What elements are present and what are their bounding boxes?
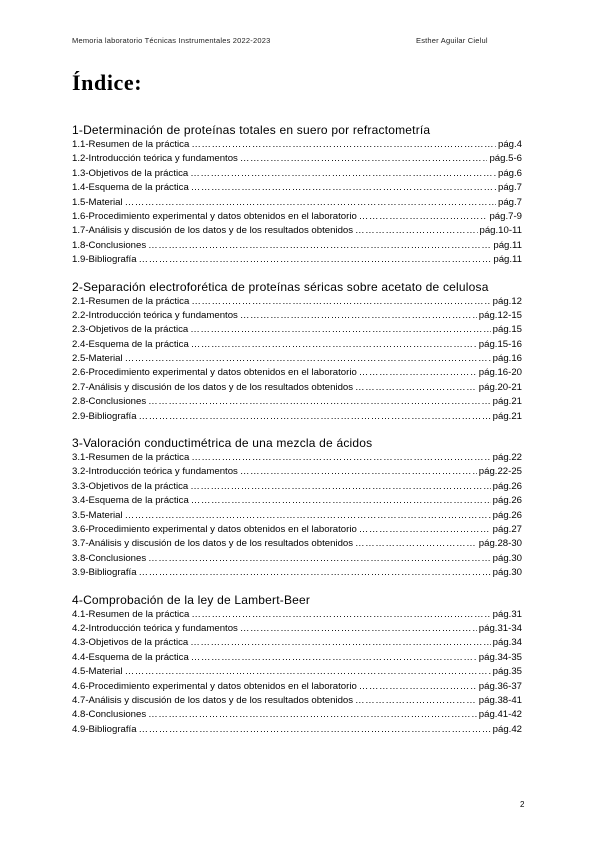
- dot-leader: [355, 694, 477, 708]
- toc-entry-label: 2.7-Análisis y discusión de los datos y de los resultados obtenidos: [72, 381, 354, 393]
- dot-leader: [148, 395, 491, 409]
- toc-entry: [72, 395, 522, 409]
- toc-entry-page: pág.36-37: [478, 680, 522, 692]
- dot-leader: [139, 723, 491, 737]
- dot-leader: [240, 622, 477, 636]
- toc-entry-label: 3.9-Bibliografía: [72, 567, 137, 579]
- toc-entry: [72, 665, 522, 679]
- toc-entry-page: pág.34: [492, 637, 522, 649]
- toc-entry-page: pág.7: [497, 182, 522, 194]
- toc-entry: [72, 608, 522, 622]
- toc-entry-label: 1.8-Conclusiones: [72, 239, 147, 251]
- toc-entry-label: 1.2-Introducción teórica y fundamentos: [72, 153, 238, 165]
- toc-entry-label: 2.5-Material: [72, 353, 123, 365]
- toc-entry: [72, 410, 522, 424]
- toc-entry-label: 2.1-Resumen de la práctica: [72, 295, 190, 307]
- dot-leader: [191, 451, 490, 465]
- section-title: 1-Determinación de proteínas totales en suero por refractometría: [72, 123, 431, 137]
- dot-leader: [355, 537, 477, 551]
- toc-entry-label: 4.7-Análisis y discusión de los datos y de los resultados obtenidos: [72, 694, 354, 706]
- table-of-contents: [72, 122, 522, 748]
- header-right: Esther Aguilar Cielul: [416, 36, 488, 45]
- toc-entry-label: 4.2-Introducción teórica y fundamentos: [72, 622, 238, 634]
- section-title: 3-Valoración conductimétrica de una mezcla de ácidos: [72, 436, 373, 451]
- toc-entry-page: pág.11: [493, 254, 522, 266]
- toc-entry-page: pág.10-11: [479, 225, 522, 237]
- dot-leader: [190, 323, 490, 337]
- dot-leader: [240, 152, 488, 166]
- dot-leader: [190, 480, 490, 494]
- dot-leader: [139, 253, 492, 267]
- toc-entry: [72, 210, 522, 224]
- toc-entry: [72, 239, 522, 253]
- toc-entry-label: 1.4-Esquema de la práctica: [72, 182, 189, 194]
- toc-entry-page: pág.15: [492, 324, 522, 336]
- toc-entry-label: 2.8-Conclusiones: [72, 396, 147, 408]
- toc-entry-page: pág.38-41: [478, 694, 522, 706]
- toc-entry: [72, 152, 522, 166]
- toc-entry-page: pág.6: [497, 167, 522, 179]
- toc-entry: [72, 480, 522, 494]
- toc-entry-label: 3.2-Introducción teórica y fundamentos: [72, 466, 238, 478]
- toc-entry-label: 3.6-Procedimiento experimental y datos obtenidos en el laboratorio: [72, 523, 357, 535]
- dot-leader: [359, 680, 477, 694]
- toc-entry: [72, 680, 522, 694]
- toc-entry-page: pág.21: [492, 396, 522, 408]
- toc-entry: [72, 181, 522, 195]
- toc-entry-label: 2.6-Procedimiento experimental y datos obtenidos en el laboratorio: [72, 367, 357, 379]
- toc-entry: [72, 196, 522, 210]
- dot-leader: [190, 636, 490, 650]
- toc-entry-label: 4.1-Resumen de la práctica: [72, 608, 190, 620]
- toc-entry-label: 4.8-Conclusiones: [72, 709, 147, 721]
- dot-leader: [191, 651, 477, 665]
- dot-leader: [191, 181, 496, 195]
- dot-leader: [240, 309, 477, 323]
- toc-entry-page: pág.5-6: [489, 153, 522, 165]
- toc-entry: [72, 465, 522, 479]
- dot-leader: [148, 708, 477, 722]
- toc-section: [72, 122, 522, 268]
- toc-entry: [72, 708, 522, 722]
- toc-entry: [72, 552, 522, 566]
- toc-entry-label: 1.3-Objetivos de la práctica: [72, 167, 189, 179]
- header-left: Memoria laboratorio Técnicas Instrumentales 2022-2023: [72, 36, 271, 45]
- toc-entry-page: pág.22-25: [478, 466, 522, 478]
- toc-entry: [72, 636, 522, 650]
- toc-entry: [72, 352, 522, 366]
- toc-entry: [72, 167, 522, 181]
- toc-entry-page: pág.11: [493, 239, 522, 251]
- toc-entry-label: 4.4-Esquema de la práctica: [72, 651, 189, 663]
- toc-entry-label: 1.5-Material: [72, 196, 123, 208]
- section-title: 2-Separación electroforética de proteínas séricas sobre acetato de celulosa: [72, 279, 489, 294]
- toc-entry-label: 3.8-Conclusiones: [72, 552, 147, 564]
- toc-entry: [72, 323, 522, 337]
- toc-entry-page: pág.35: [492, 666, 522, 678]
- toc-entry-label: 4.3-Objetivos de la práctica: [72, 637, 189, 649]
- dot-leader: [240, 465, 477, 479]
- toc-entry-page: pág.26: [492, 480, 522, 492]
- toc-entry-label: 3.3-Objetivos de la práctica: [72, 480, 189, 492]
- toc-entry-label: 3.7-Análisis y discusión de los datos y de los resultados obtenidos: [72, 538, 354, 550]
- toc-entry: [72, 309, 522, 323]
- dot-leader: [191, 338, 477, 352]
- toc-entry-page: pág.16-20: [478, 367, 522, 379]
- toc-entry-label: 4.6-Procedimiento experimental y datos obtenidos en el laboratorio: [72, 680, 357, 692]
- toc-entry-page: pág.31: [492, 608, 522, 620]
- toc-entry-label: 4.9-Bibliografía: [72, 723, 137, 735]
- toc-entry: [72, 494, 522, 508]
- toc-entry: [72, 295, 522, 309]
- toc-entry-page: pág.12-15: [478, 309, 522, 321]
- toc-entry: [72, 338, 522, 352]
- section-title: 4-Comprobación de la ley de Lambert-Beer: [72, 592, 311, 607]
- toc-entry-label: 1.9-Bibliografía: [72, 254, 137, 266]
- page-number: 2: [520, 800, 525, 809]
- toc-entry: [72, 509, 522, 523]
- toc-entry: [72, 523, 522, 537]
- dot-leader: [190, 167, 496, 181]
- toc-entry-page: pág.27: [492, 523, 522, 535]
- dot-leader: [125, 352, 491, 366]
- toc-entry-page: pág.41-42: [478, 709, 522, 721]
- toc-entry-label: 1.6-Procedimiento experimental y datos obtenidos en el laboratorio: [72, 210, 357, 222]
- toc-entry-label: 2.9-Bibliografía: [72, 410, 137, 422]
- toc-entry-page: pág.28-30: [478, 538, 522, 550]
- toc-entry: [72, 651, 522, 665]
- toc-entry-page: pág.7-9: [489, 210, 522, 222]
- dot-leader: [191, 608, 490, 622]
- toc-entry: [72, 138, 522, 152]
- toc-entry: [72, 723, 522, 737]
- toc-entry-page: pág.16: [492, 353, 522, 365]
- toc-entry: [72, 694, 522, 708]
- page-title: Índice:: [72, 70, 143, 95]
- toc-entry-page: pág.34-35: [478, 651, 522, 663]
- dot-leader: [139, 566, 491, 580]
- dot-leader: [148, 239, 491, 253]
- toc-entry: [72, 366, 522, 380]
- toc-entry-page: pág.26: [492, 509, 522, 521]
- toc-entry-page: pág.22: [492, 452, 522, 464]
- toc-section: [72, 435, 522, 581]
- toc-entry-label: 3.5-Material: [72, 509, 123, 521]
- toc-entry-page: pág.4: [497, 139, 522, 150]
- dot-leader: [139, 410, 491, 424]
- dot-leader: [359, 210, 488, 224]
- dot-leader: [359, 523, 491, 537]
- toc-entry-page: pág.12: [492, 295, 522, 307]
- toc-entry-page: pág.7: [497, 196, 522, 208]
- toc-entry: [72, 224, 522, 238]
- toc-entry: [72, 253, 522, 267]
- toc-entry-page: pág.15-16: [478, 338, 522, 350]
- toc-entry-label: 1.1-Resumen de la práctica: [72, 139, 190, 150]
- toc-entry: [72, 451, 522, 465]
- toc-entry-label: 3.1-Resumen de la práctica: [72, 452, 190, 464]
- toc-entry-label: 2.4-Esquema de la práctica: [72, 338, 189, 350]
- dot-leader: [355, 224, 477, 238]
- toc-entry-page: pág.21: [492, 410, 522, 422]
- dot-leader: [355, 381, 477, 395]
- dot-leader: [191, 494, 491, 508]
- toc-entry-page: pág.42: [492, 723, 522, 735]
- dot-leader: [191, 138, 496, 152]
- toc-section: [72, 592, 522, 738]
- dot-leader: [125, 509, 491, 523]
- toc-entry: [72, 566, 522, 580]
- toc-section: [72, 279, 522, 425]
- toc-entry-page: pág.20-21: [478, 381, 522, 393]
- toc-entry-label: 2.3-Objetivos de la práctica: [72, 324, 189, 336]
- toc-entry-label: 4.5-Material: [72, 666, 123, 678]
- toc-entry: [72, 381, 522, 395]
- toc-entry-page: pág.30: [492, 567, 522, 579]
- toc-entry-label: 2.2-Introducción teórica y fundamentos: [72, 309, 238, 321]
- dot-leader: [148, 552, 491, 566]
- dot-leader: [359, 366, 477, 380]
- toc-entry-page: pág.26: [492, 495, 522, 507]
- dot-leader: [125, 665, 491, 679]
- toc-entry: [72, 537, 522, 551]
- toc-entry: [72, 622, 522, 636]
- toc-entry-page: pág.31-34: [478, 622, 522, 634]
- toc-entry-label: 1.7-Análisis y discusión de los datos y de los resultados obtenidos: [72, 225, 354, 237]
- toc-entry-label: 3.4-Esquema de la práctica: [72, 495, 189, 507]
- dot-leader: [125, 196, 496, 210]
- dot-leader: [191, 295, 490, 309]
- toc-entry-page: pág.30: [492, 552, 522, 564]
